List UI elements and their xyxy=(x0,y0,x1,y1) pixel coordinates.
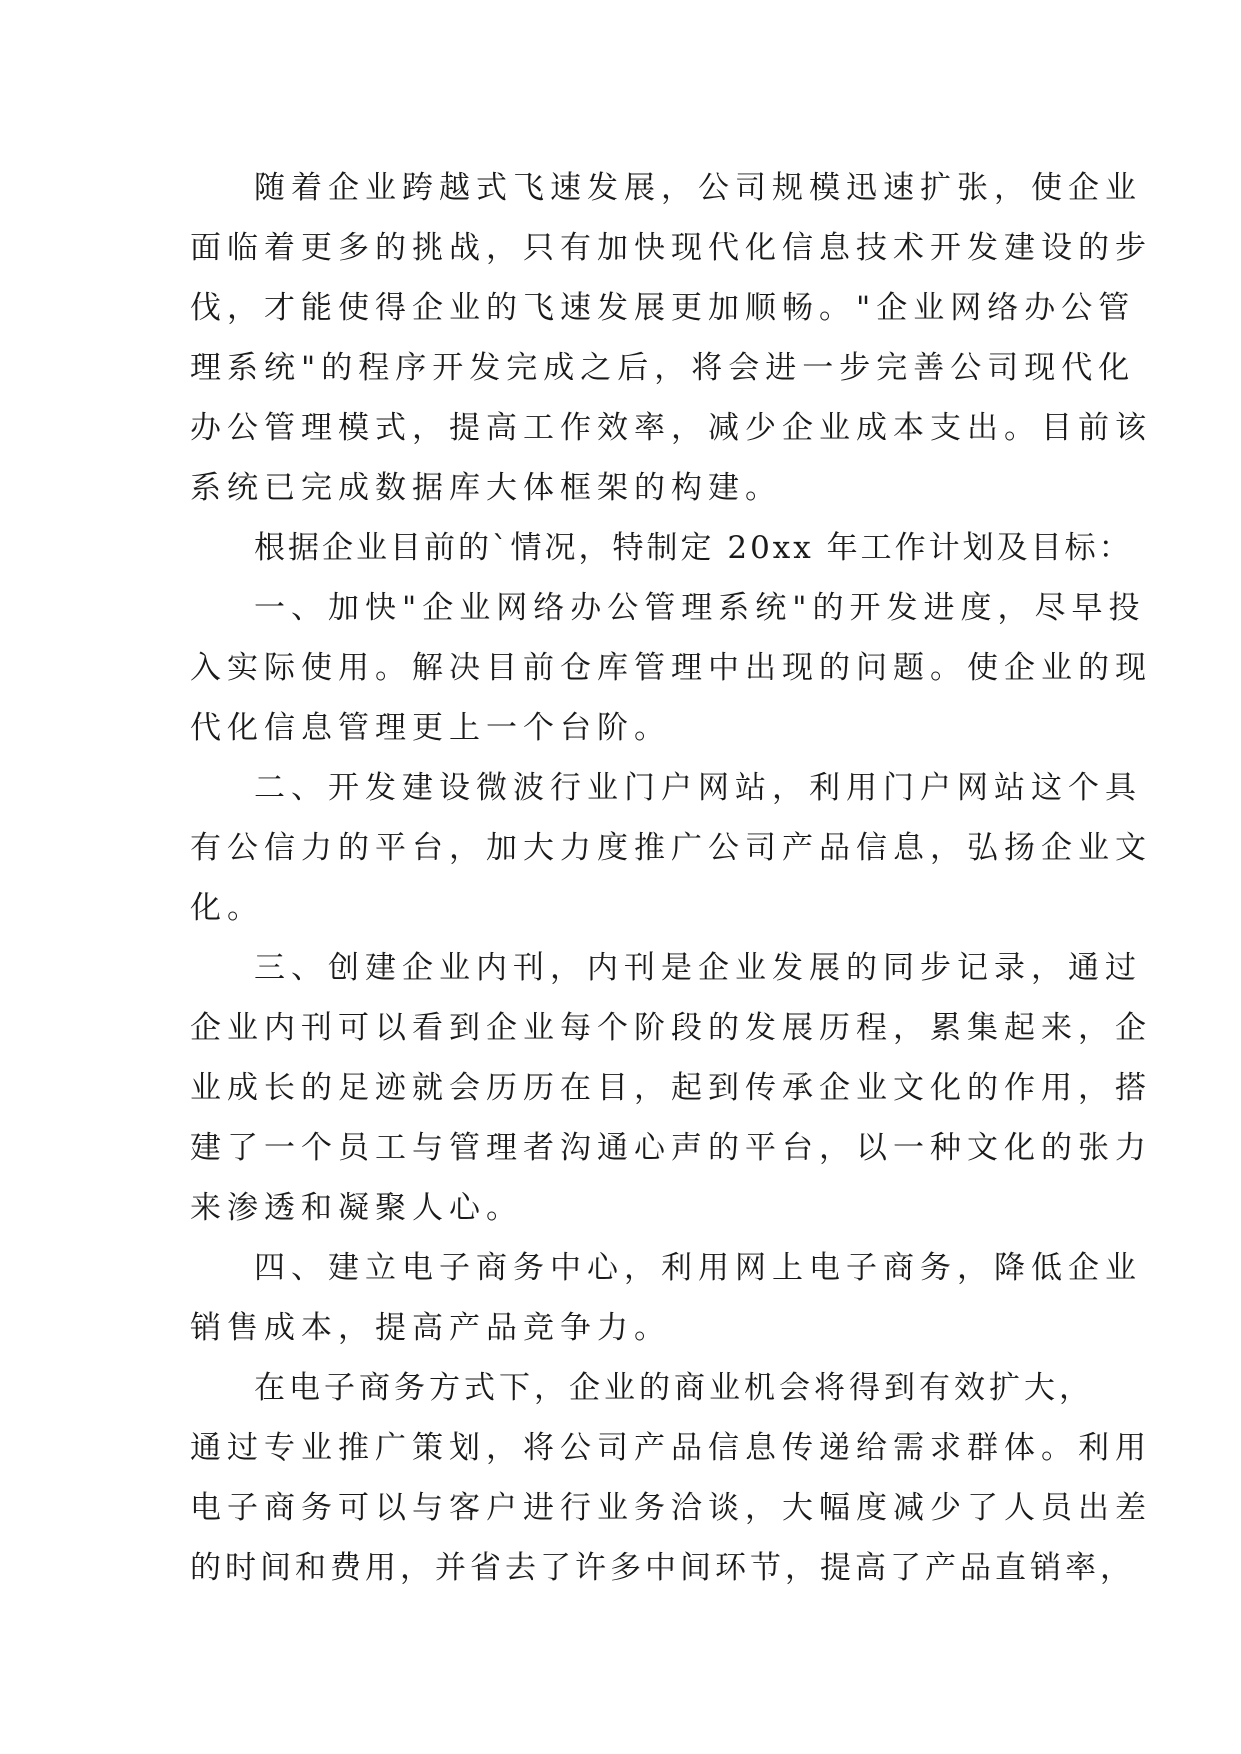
text-line: 电子商务可以与客户进行业务洽谈，大幅度减少了人员出差 xyxy=(190,1490,1152,1526)
text-line: 销售成本，提高产品竞争力。 xyxy=(190,1310,671,1346)
text-line: 企业内刊可以看到企业每个阶段的发展历程，累集起来，企 xyxy=(190,1010,1152,1046)
text-line: 代化信息管理更上一个台阶。 xyxy=(190,710,671,746)
text-line: 在电子商务方式下，企业的商业机会将得到有效扩大， xyxy=(254,1370,1094,1406)
text-line: 伐，才能使得企业的飞速发展更加顺畅。"企业网络办公管 xyxy=(190,290,1136,326)
text-line: 通过专业推广策划，将公司产品信息传递给需求群体。利用 xyxy=(190,1430,1152,1466)
text-line: 办公管理模式，提高工作效率，减少企业成本支出。目前该 xyxy=(190,410,1152,446)
document-body xyxy=(190,158,1152,1598)
text-line: 理系统"的程序开发完成之后，将会进一步完善公司现代化 xyxy=(190,350,1136,386)
text-line: 有公信力的平台，加大力度推广公司产品信息，弘扬企业文 xyxy=(190,830,1152,866)
text-line: 面临着更多的挑战，只有加快现代化信息技术开发建设的步 xyxy=(190,230,1152,266)
text-line: 化。 xyxy=(190,890,264,926)
text-line: 的时间和费用，并省去了许多中间环节，提高了产品直销率， xyxy=(190,1550,1135,1586)
text-line: 三、创建企业内刊，内刊是企业发展的同步记录，通过 xyxy=(254,950,1142,986)
text-line: 一、加快"企业网络办公管理系统"的开发进度，尽早投 xyxy=(254,590,1146,626)
text-line: 业成长的足迹就会历历在目，起到传承企业文化的作用，搭 xyxy=(190,1070,1152,1106)
text-line: 建了一个员工与管理者沟通心声的平台，以一种文化的张力 xyxy=(190,1130,1152,1166)
text-line: 随着企业跨越式飞速发展，公司规模迅速扩张，使企业 xyxy=(254,170,1142,206)
text-line: 系统已完成数据库大体框架的构建。 xyxy=(190,470,782,506)
text-line: 入实际使用。解决目前仓库管理中出现的问题。使企业的现 xyxy=(190,650,1152,686)
text-line: 来渗透和凝聚人心。 xyxy=(190,1190,523,1226)
text-line: 四、建立电子商务中心，利用网上电子商务，降低企业 xyxy=(254,1250,1142,1286)
text-line: 根据企业目前的`情况，特制定 20xx 年工作计划及目标： xyxy=(254,530,1133,566)
text-line: 二、开发建设微波行业门户网站，利用门户网站这个具 xyxy=(254,770,1142,806)
